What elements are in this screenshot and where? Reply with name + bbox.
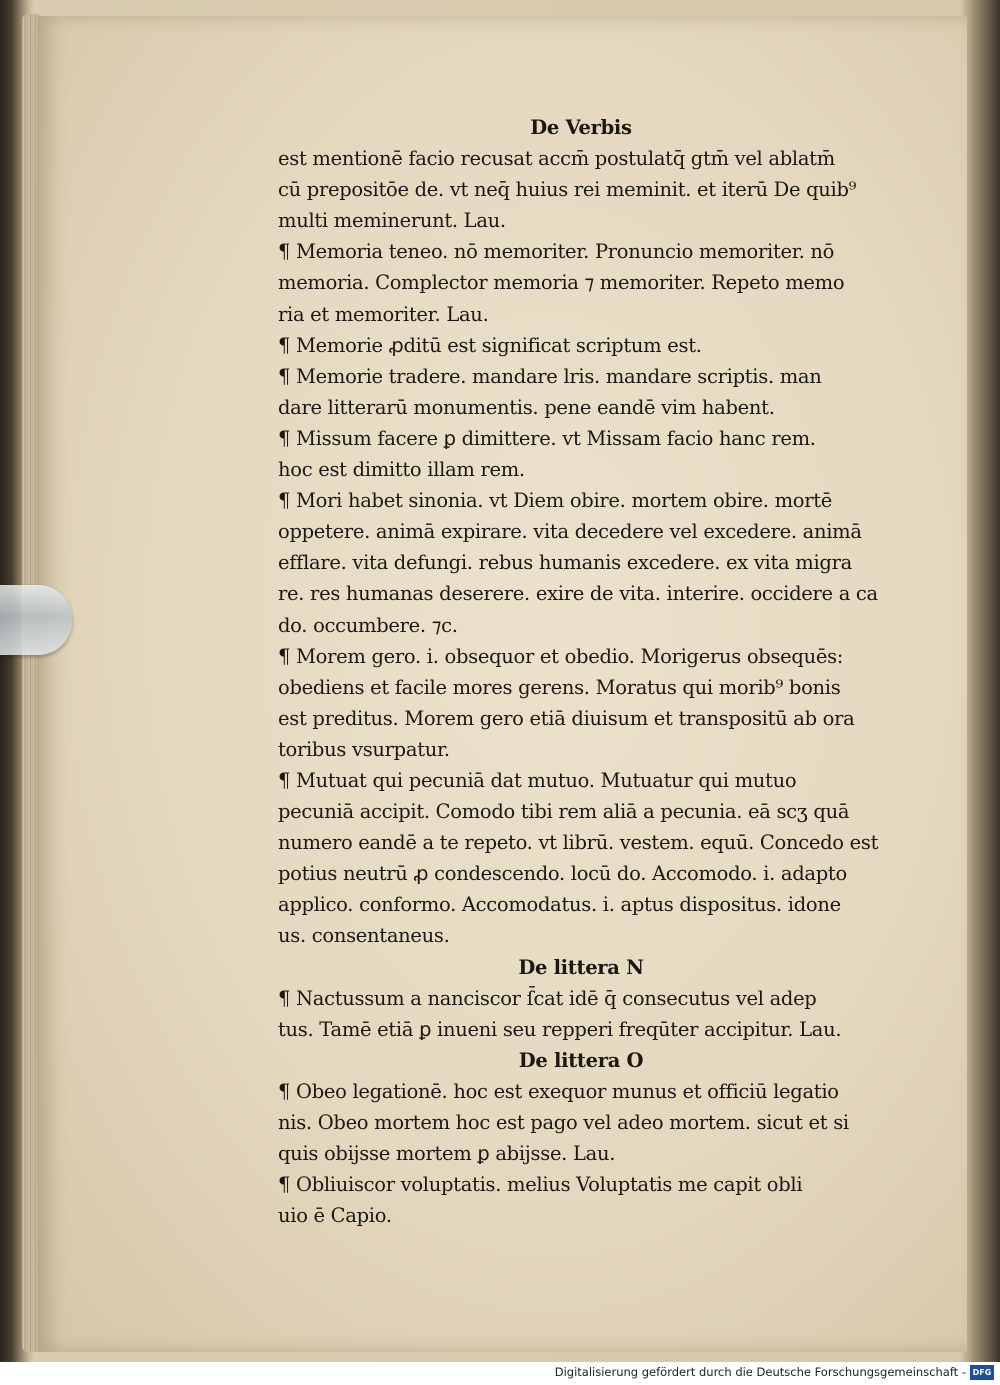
funding-credit: Digitalisierung gefördert durch die Deutsche Forschungsgemeinschaft -: [554, 1365, 966, 1379]
text-line: cū prepositōe de. vt neq̄ huius rei meminit. et iterū De quib⁹: [278, 178, 857, 202]
text-line: est mentionē facio recusat accm̄ postulatq̄ gtm̄ vel ablatm̄: [278, 147, 835, 171]
text-line: ¶ Memoria teneo. nō memoriter. Pronuncio memoriter. nō: [278, 240, 835, 264]
text-line: uio ē Capio.: [278, 1204, 392, 1228]
text-line: numero eandē a te repeto. vt librū. vestem. equū. Concedo est: [278, 831, 879, 855]
text-line: ¶ Memorie ꝓditū est significat scriptum est.: [278, 333, 702, 357]
paragraph-o-0: [278, 1076, 884, 1169]
text-line: oppetere. animā expirare. vita decedere vel excedere. animā: [278, 520, 862, 544]
running-heading: De Verbis: [530, 116, 632, 139]
paragraph-4: [278, 423, 884, 485]
paragraph-7: [278, 765, 884, 952]
text-line: toribus vsurpatur.: [278, 737, 450, 761]
text-line: applico. conformo. Accomodatus. i. aptus dispositus. idone: [278, 893, 841, 917]
text-line: tus. Tamē etiā ꝑ inueni seu repperi freqūter accipitur. Lau.: [278, 1017, 842, 1041]
text-line: ¶ Mori habet sinonia. vt Diem obire. mortem obire. mortē: [278, 489, 833, 513]
dfg-logo-icon: DFG: [970, 1365, 994, 1380]
text-line: est preditus. Morem gero etiā diuisum et transpositū ab ora: [278, 706, 855, 730]
text-line: efflare. vita defungi. rebus humanis excedere. ex vita migra: [278, 551, 852, 575]
text-line: ¶ Nactussum a nanciscor ſ̄cat idē q̄ consecutus vel adep: [278, 986, 817, 1010]
text-line: ¶ Mutuat qui pecuniā dat mutuo. Mutuatur qui mutuo: [278, 768, 797, 792]
text-line: quis obijsse mortem ꝑ abijsse. Lau.: [278, 1142, 616, 1166]
text-line: ¶ Obeo legationē. hoc est exequor munus et officiū legatio: [278, 1079, 839, 1103]
text-line: ¶ Missum facere ꝑ dimittere. vt Missam facio hanc rem.: [278, 426, 816, 450]
digitization-footer: [0, 1362, 1000, 1385]
text-line: ¶ Morem gero. i. obsequor et obedio. Morigerus obsequēs:: [278, 644, 844, 668]
text-line: re. res humanas deserere. exire de vita. interire. occidere a ca: [278, 582, 878, 606]
text-line: obediens et facile mores gerens. Moratus qui morib⁹ bonis: [278, 675, 841, 699]
section-heading-n: De littera N: [518, 955, 644, 979]
page-clip: [0, 585, 72, 655]
text-line: memoria. Complector memoria ⁊ memoriter. Repeto memo: [278, 271, 845, 295]
text-line: dare litterarū monumentis. pene eandē vim habent.: [278, 395, 775, 419]
text-line: pecuniā accipit. Comodo tibi rem aliā a pecunia. eā scʒ quā: [278, 800, 850, 824]
text-line: ria et memoriter. Lau.: [278, 302, 489, 326]
text-line: hoc est dimitto illam rem.: [278, 458, 525, 482]
paragraph-n: [278, 983, 884, 1045]
text-line: do. occumbere. ⁊c.: [278, 613, 458, 637]
paragraph-1: [278, 236, 884, 329]
text-line: ¶ Obliuiscor voluptatis. melius Voluptatis me capit obli: [278, 1173, 803, 1197]
text-line: ¶ Memorie tradere. mandare lris. mandare scriptis. man: [278, 364, 822, 388]
paragraph-2: [278, 330, 884, 361]
printed-text-block: [278, 112, 884, 1231]
paragraph-0: [278, 143, 884, 236]
paragraph-o-1: [278, 1169, 884, 1231]
text-line: us. consentaneus.: [278, 924, 450, 948]
text-line: potius neutrū ꝓ condescendo. locū do. Accomodo. i. adapto: [278, 862, 847, 886]
paragraph-3: [278, 361, 884, 423]
section-heading-o: De littera O: [518, 1048, 644, 1072]
paragraph-6: [278, 641, 884, 765]
paragraph-5: [278, 485, 884, 640]
text-line: nis. Obeo mortem hoc est pago vel adeo mortem. sicut et si: [278, 1111, 849, 1134]
text-line: multi meminerunt. Lau.: [278, 209, 506, 233]
